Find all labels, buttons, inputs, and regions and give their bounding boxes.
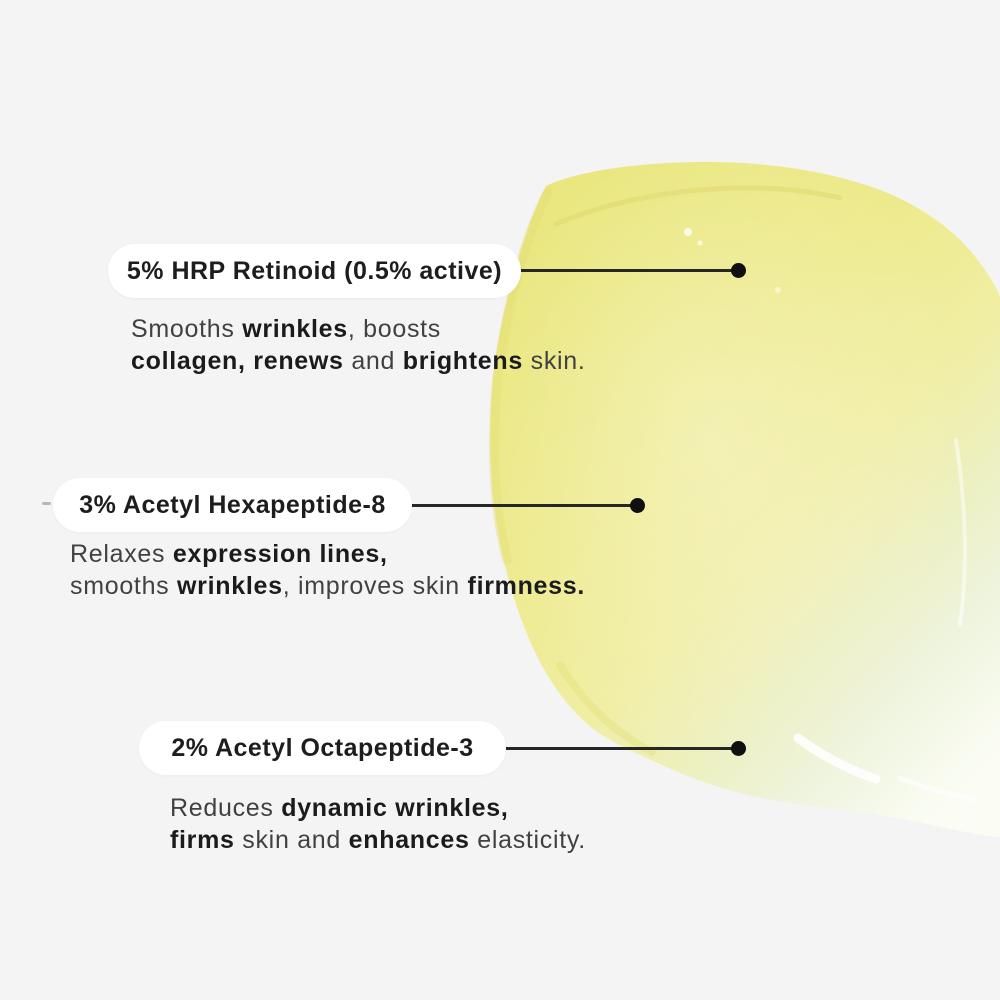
cream-gloss-speck	[684, 228, 692, 236]
cream-gloss-speck	[698, 241, 703, 246]
ingredient-label: 5% HRP Retinoid (0.5% active)	[126, 256, 503, 285]
stray-mark	[42, 502, 51, 505]
ingredient-description: Relaxes expression lines, smooths wrinkles, improves skin firmness.	[70, 540, 586, 600]
ingredient-description: Reduces dynamic wrinkles, firms skin and enhances elasticity.	[170, 794, 586, 854]
ingredient-label: 3% Acetyl Hexapeptide-8	[79, 490, 386, 519]
ingredient-description: Smooths wrinkles, boosts collagen, renews and brightens skin.	[131, 315, 586, 375]
cream-blob-sheen	[490, 162, 1000, 838]
ingredient-label: 2% Acetyl Octapeptide-3	[171, 733, 474, 762]
cream-gloss-speck	[775, 287, 781, 293]
